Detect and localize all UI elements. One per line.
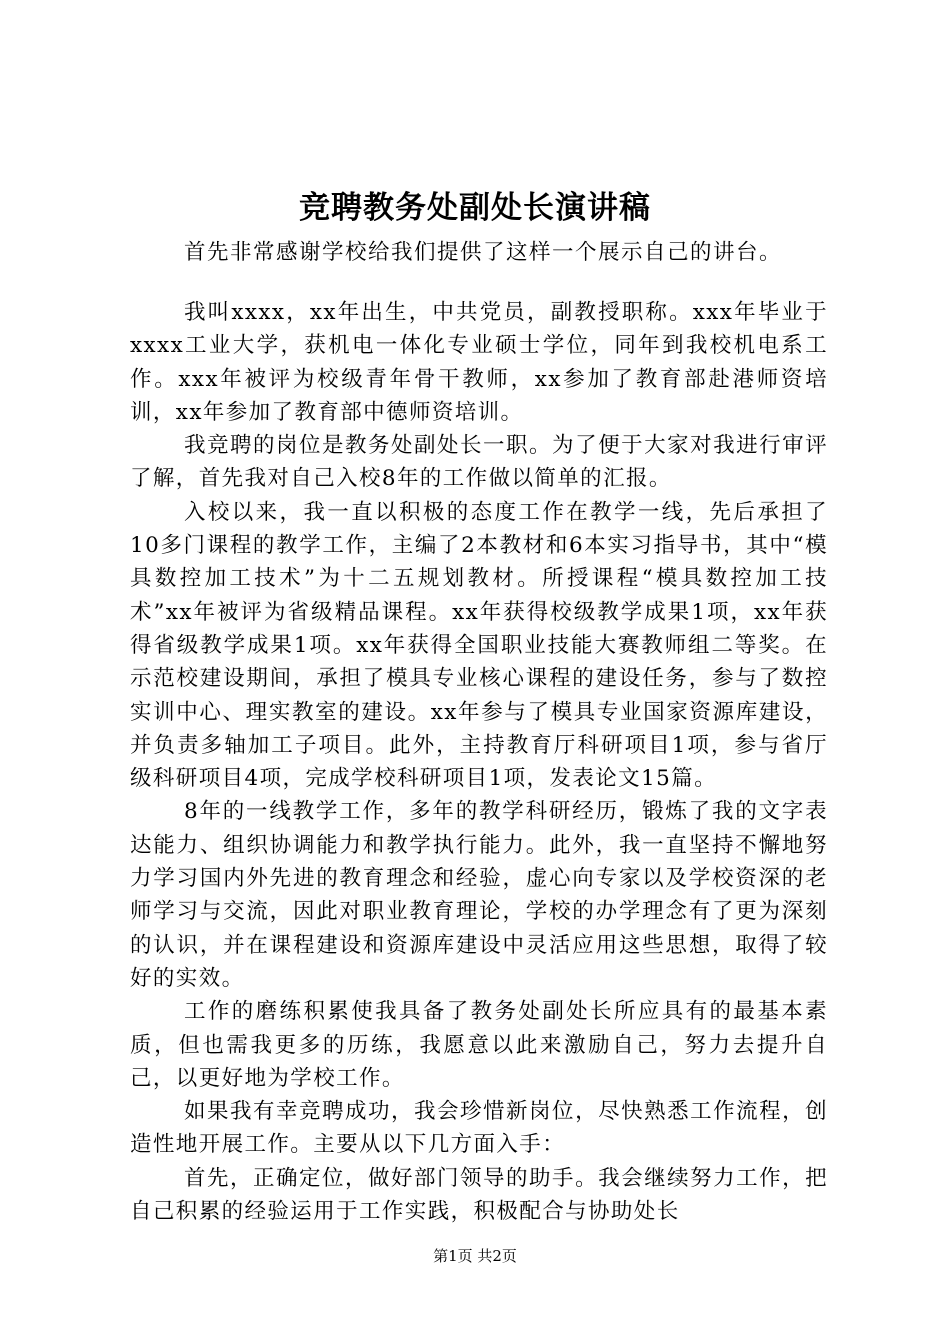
- body-paragraph: 8年的一线教学工作，多年的教学科研经历，锻炼了我的文字表达能力、组织协调能力和教学执行能力。此外，我一直坚持不懈地努力学习国内外先进的教育理念和经验，虚心向专家以及学校资深的老师学习与交流，因此对职业教育理论，学校的办学理念有了更为深刻的认识，并在课程建设和资源库建设中灵活应用这些思想，取得了较好的实效。: [130, 799, 828, 991]
- body-paragraph: 首先，正确定位，做好部门领导的助手。我会继续努力工作，把自己积累的经验运用于工作实践，积极配合与协助处长: [130, 1165, 828, 1225]
- body-paragraph: 如果我有幸竞聘成功，我会珍惜新岗位，尽快熟悉工作流程，创造性地开展工作。主要从以下几方面入手：: [130, 1099, 828, 1158]
- body-paragraph: 我竞聘的岗位是教务处副处长一职。为了便于大家对我进行审评了解，首先我对自己入校8年的工作做以简单的汇报。: [130, 433, 828, 492]
- body-paragraph: 工作的磨练积累使我具备了教务处副处长所应具有的最基本素质，但也需我更多的历练，我愿意以此来激励自己，努力去提升自己，以更好地为学校工作。: [130, 999, 828, 1091]
- intro-paragraph: 首先非常感谢学校给我们提供了这样一个展示自己的讲台。: [184, 240, 783, 265]
- body-paragraph: 入校以来，我一直以积极的态度工作在教学一线，先后承担了10多门课程的教学工作，主编了2本教材和6本实习指导书，其中“模具数控加工技术”为十二五规划教材。所授课程“模具数控加工技术”xx年被评为省级精品课程。xx年获得校级教学成果1项，xx年获得省级教学成果1项。xx年获得全国职业技能大赛教师组二等奖。在示范校建设期间，承担了模具专业核心课程的建设任务，参与了数控实训中心、理实教室的建设。xx年参与了模具专业国家资源库建设，并负责多轴加工子项目。此外，主持教育厅科研项目1项，参与省厅级科研项目4项，完成学校科研项目1项，发表论文15篇。: [130, 499, 828, 792]
- document-body: [130, 296, 828, 1228]
- page-number-footer: 第1页 共2页: [433, 1247, 517, 1265]
- body-paragraph: 我叫xxxx，xx年出生，中共党员，副教授职称。xxx年毕业于xxxx工业大学，获机电一体化专业硕士学位，同年到我校机电系工作。xxx年被评为校级青年骨干教师，xx参加了教育部赴港师资培训，xx年参加了教育部中德师资培训。: [130, 300, 828, 425]
- document-title: 竞聘教务处副处长演讲稿: [299, 190, 651, 226]
